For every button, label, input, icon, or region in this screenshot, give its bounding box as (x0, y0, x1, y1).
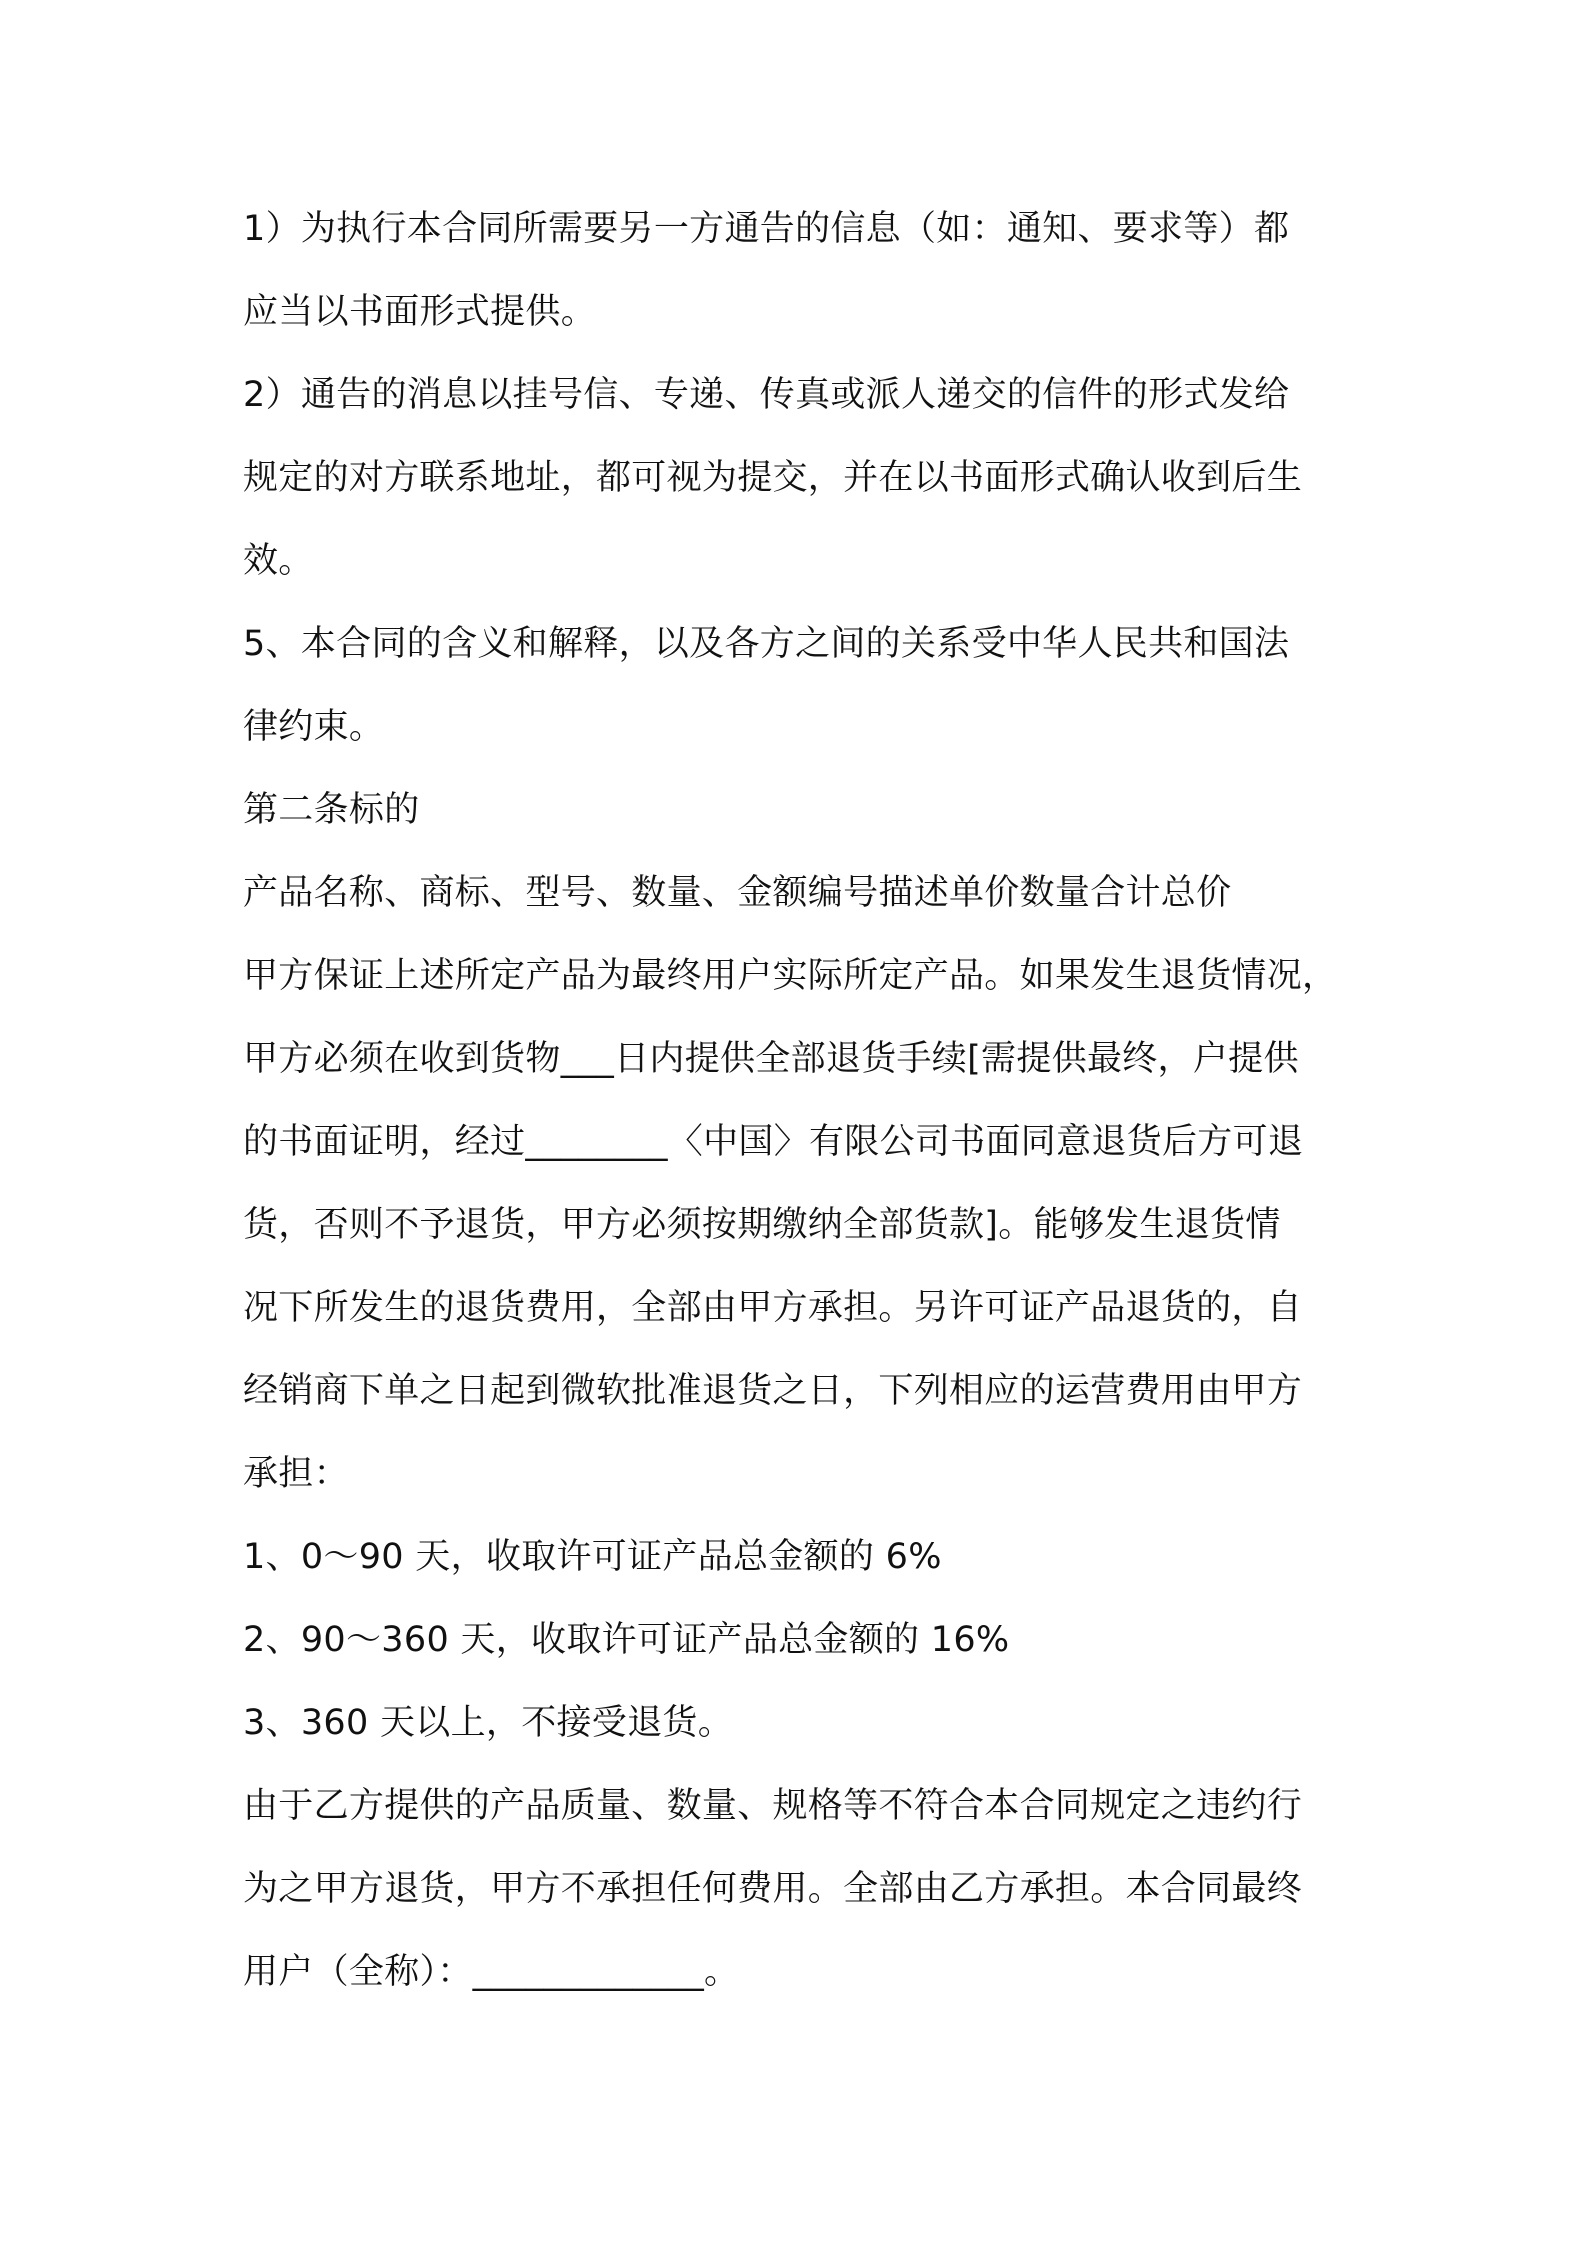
paragraph-2-line-1: 2）通告的消息以挂号信、专递、传真或派人递交的信件的形式发给 (243, 375, 1290, 415)
return-terms-line-3: 的书面证明，经过________〈中国〉有限公司书面同意退货后方可退 (243, 1122, 1304, 1162)
fee-item-1: 1、0～90 天，收取许可证产品总金额的 6% (243, 1537, 942, 1577)
clause-5-line-2: 律约束。 (243, 707, 385, 747)
closing-line-2: 为之甲方退货，甲方不承担任何费用。全部由乙方承担。本合同最终 (243, 1869, 1303, 1909)
paragraph-1-line-2: 应当以书面形式提供。 (243, 292, 597, 332)
fee-item-3: 3、360 天以上，不接受退货。 (243, 1703, 733, 1743)
closing-line-3: 用户（全称）：_____________。 (243, 1952, 740, 1992)
clause-5-line-1: 5、本合同的含义和解释，以及各方之间的关系受中华人民共和国法 (243, 624, 1290, 664)
paragraph-1-line-1: 1）为执行本合同所需要另一方通告的信息（如：通知、要求等）都 (243, 209, 1290, 249)
return-terms-line-1: 甲方保证上述所定产品为最终用户实际所定产品。如果发生退货情况， (243, 956, 1338, 996)
paragraph-2-line-2: 规定的对方联系地址，都可视为提交，并在以书面形式确认收到后生 (243, 458, 1303, 498)
product-columns-line: 产品名称、商标、型号、数量、金额编号描述单价数量合计总价 (243, 873, 1232, 913)
fee-item-2: 2、90～360 天，收取许可证产品总金额的 16% (243, 1620, 1010, 1660)
section-heading: 第二条标的 (243, 790, 420, 830)
closing-line-1: 由于乙方提供的产品质量、数量、规格等不符合本合同规定之违约行 (243, 1786, 1303, 1826)
paragraph-2-line-3: 效。 (243, 541, 314, 581)
return-terms-line-2: 甲方必须在收到货物___日内提供全部退货手续[需提供最终，户提供 (243, 1039, 1299, 1079)
return-terms-line-4: 货，否则不予退货，甲方必须按期缴纳全部货款]。能够发生退货情 (243, 1205, 1281, 1245)
return-terms-line-7: 承担： (243, 1454, 349, 1494)
return-terms-line-6: 经销商下单之日起到微软批准退货之日，下列相应的运营费用由甲方 (243, 1371, 1303, 1411)
return-terms-line-5: 况下所发生的退货费用，全部由甲方承担。另许可证产品退货的，自 (243, 1288, 1303, 1328)
